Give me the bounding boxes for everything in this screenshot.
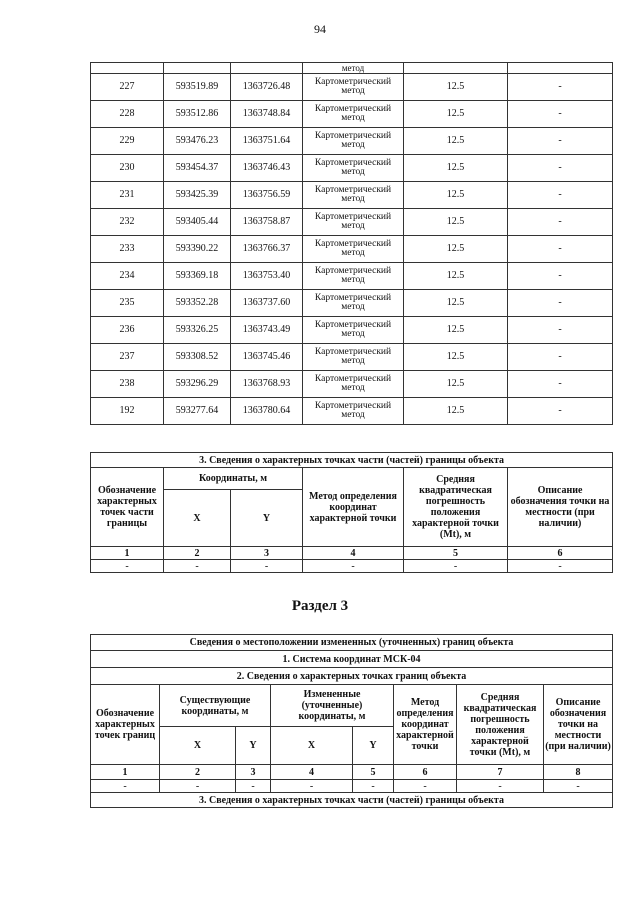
y-cell: 1363737.60 [231,290,303,317]
table-row [91,128,613,155]
y-cell: 1363768.93 [231,371,303,398]
column-number: 6 [394,765,457,780]
method-cell: Картометрический метод [303,290,404,317]
column-numbers-row [91,547,613,560]
table-cell: - [394,780,457,793]
column-number: 1 [91,547,164,560]
column-number: 3 [231,547,303,560]
method-cell: Картометрический метод [303,209,404,236]
desc-cell: - [508,371,613,398]
x-cell: 593308.52 [164,344,231,371]
column-number: 2 [160,765,236,780]
x-cell: 593326.25 [164,317,231,344]
mt-cell: 12.5 [404,344,508,371]
method-cell: Картометрический метод [303,263,404,290]
table-row [91,263,613,290]
x-cell: 593512.86 [164,101,231,128]
method-cell: Картометрический метод [303,155,404,182]
desc-cell: - [508,398,613,425]
x-cell: 593296.29 [164,371,231,398]
mt-cell: 12.5 [404,398,508,425]
table-cell: - [353,780,394,793]
y-cell: 1363726.48 [231,74,303,101]
x-cell: 593454.37 [164,155,231,182]
y-cell: 1363748.84 [231,101,303,128]
y-cell: 1363751.64 [231,128,303,155]
column-number: 2 [164,547,231,560]
page-number: 94 [314,22,326,36]
header-x: X [160,727,236,765]
header-desc: Описание обозначения точки на местности (при наличии) [508,468,613,547]
column-numbers-row [91,765,613,780]
y-cell: 1363753.40 [231,263,303,290]
table-row [91,398,613,425]
table-row [91,63,613,74]
y-cell: 1363745.46 [231,344,303,371]
table-cell: - [91,780,160,793]
point-cell: 233 [91,236,164,263]
coordinate-system: 1. Система координат МСК-04 [91,651,613,668]
x-cell: 593425.39 [164,182,231,209]
table-cell: - [508,560,613,573]
method-cell: Картометрический метод [303,236,404,263]
column-number: 1 [91,765,160,780]
header-point: Обозначение характерных точек части границы [91,468,164,547]
table-cell: - [544,780,613,793]
point-cell: 231 [91,182,164,209]
table-cell: - [160,780,236,793]
mt-cell: 12.5 [404,236,508,263]
table-row [91,290,613,317]
method-cell: Картометрический метод [303,371,404,398]
table-row [91,780,613,793]
point-cell: 238 [91,371,164,398]
point-cell: 192 [91,398,164,425]
table-row [91,182,613,209]
header-existing: Существующие координаты, м [160,685,271,727]
x-cell: 593390.22 [164,236,231,263]
coordinates-table [90,62,613,425]
header-desc: Описание обозначения точки на местности (при наличии) [544,685,613,765]
point-cell: 234 [91,263,164,290]
table-cell: - [231,560,303,573]
table-cell: - [457,780,544,793]
header-x: X [164,490,231,547]
table-row [91,209,613,236]
table-row [91,155,613,182]
table-cell: - [404,560,508,573]
desc-cell: - [508,155,613,182]
header-method: Метод определения координат характерной точки [303,468,404,547]
header-mt: Средняя квадратическая погрешность положения характерной точки (Mt), м [457,685,544,765]
column-number: 5 [404,547,508,560]
point-cell: 237 [91,344,164,371]
mt-cell: 12.5 [404,209,508,236]
x-cell: 593369.18 [164,263,231,290]
header-changed: Измененные (уточненные) координаты, м [271,685,394,727]
table-title: Сведения о местоположении измененных (уточненных) границ объекта [91,635,613,651]
header-method: Метод определения координат характерной точки [394,685,457,765]
method-cell: Картометрический метод [303,128,404,155]
mt-cell: 12.5 [404,290,508,317]
table-subtitle: 2. Сведения о характерных точках границ объекта [91,668,613,685]
boundary-parts-table [90,452,613,573]
method-cell: Картометрический метод [303,101,404,128]
mt-cell: 12.5 [404,128,508,155]
mt-cell: 12.5 [404,371,508,398]
mt-cell: 12.5 [404,74,508,101]
mt-cell: 12.5 [404,317,508,344]
x-cell: 593405.44 [164,209,231,236]
point-cell: 232 [91,209,164,236]
table-cell: - [303,560,404,573]
x-cell: 593277.64 [164,398,231,425]
header-mt: Средняя квадратическая погрешность положения характерной точки (Mt), м [404,468,508,547]
table-footer-title: 3. Сведения о характерных точках части (частей) границы объекта [91,793,613,808]
y-cell: 1363746.43 [231,155,303,182]
changed-boundaries-table [90,634,613,808]
mt-cell: 12.5 [404,182,508,209]
column-number: 6 [508,547,613,560]
method-cell: Картометрический метод [303,398,404,425]
desc-cell: - [508,344,613,371]
y-cell: 1363758.87 [231,209,303,236]
y-cell: 1363756.59 [231,182,303,209]
table-cell: - [236,780,271,793]
table-row [91,236,613,263]
table-cell: - [164,560,231,573]
method-cell: Картометрический метод [303,344,404,371]
point-cell: 235 [91,290,164,317]
point-cell: 230 [91,155,164,182]
point-cell: 228 [91,101,164,128]
point-cell: 229 [91,128,164,155]
method-cell: Картометрический метод [303,317,404,344]
table-row [91,74,613,101]
section-title: Раздел 3 [291,598,349,614]
table-row [91,317,613,344]
method-cell: Картометрический метод [303,182,404,209]
desc-cell: - [508,128,613,155]
table-row [91,344,613,371]
y-cell: 1363766.37 [231,236,303,263]
method-cell: метод [303,63,404,74]
header-y: Y [236,727,271,765]
method-cell: Картометрический метод [303,74,404,101]
column-number: 8 [544,765,613,780]
desc-cell: - [508,182,613,209]
x-cell: 593476.23 [164,128,231,155]
desc-cell: - [508,209,613,236]
mt-cell: 12.5 [404,101,508,128]
table-row [91,560,613,573]
header-x2: X [271,727,353,765]
column-number: 5 [353,765,394,780]
table-cell: - [91,560,164,573]
y-cell: 1363743.49 [231,317,303,344]
x-cell: 593352.28 [164,290,231,317]
desc-cell: - [508,101,613,128]
desc-cell: - [508,317,613,344]
desc-cell: - [508,290,613,317]
column-number: 3 [236,765,271,780]
header-y2: Y [353,727,394,765]
header-coords: Координаты, м [164,468,303,490]
x-cell: 593519.89 [164,74,231,101]
table-cell: - [271,780,353,793]
table-row [91,371,613,398]
table-row [91,101,613,128]
mt-cell: 12.5 [404,263,508,290]
y-cell: 1363780.64 [231,398,303,425]
table-title: 3. Сведения о характерных точках части (частей) границы объекта [91,453,613,468]
column-number: 4 [303,547,404,560]
desc-cell: - [508,236,613,263]
column-number: 4 [271,765,353,780]
point-cell: 227 [91,74,164,101]
mt-cell: 12.5 [404,155,508,182]
desc-cell: - [508,263,613,290]
header-point: Обозначение характерных точек границ [91,685,160,765]
header-y: Y [231,490,303,547]
column-number: 7 [457,765,544,780]
point-cell: 236 [91,317,164,344]
desc-cell: - [508,74,613,101]
